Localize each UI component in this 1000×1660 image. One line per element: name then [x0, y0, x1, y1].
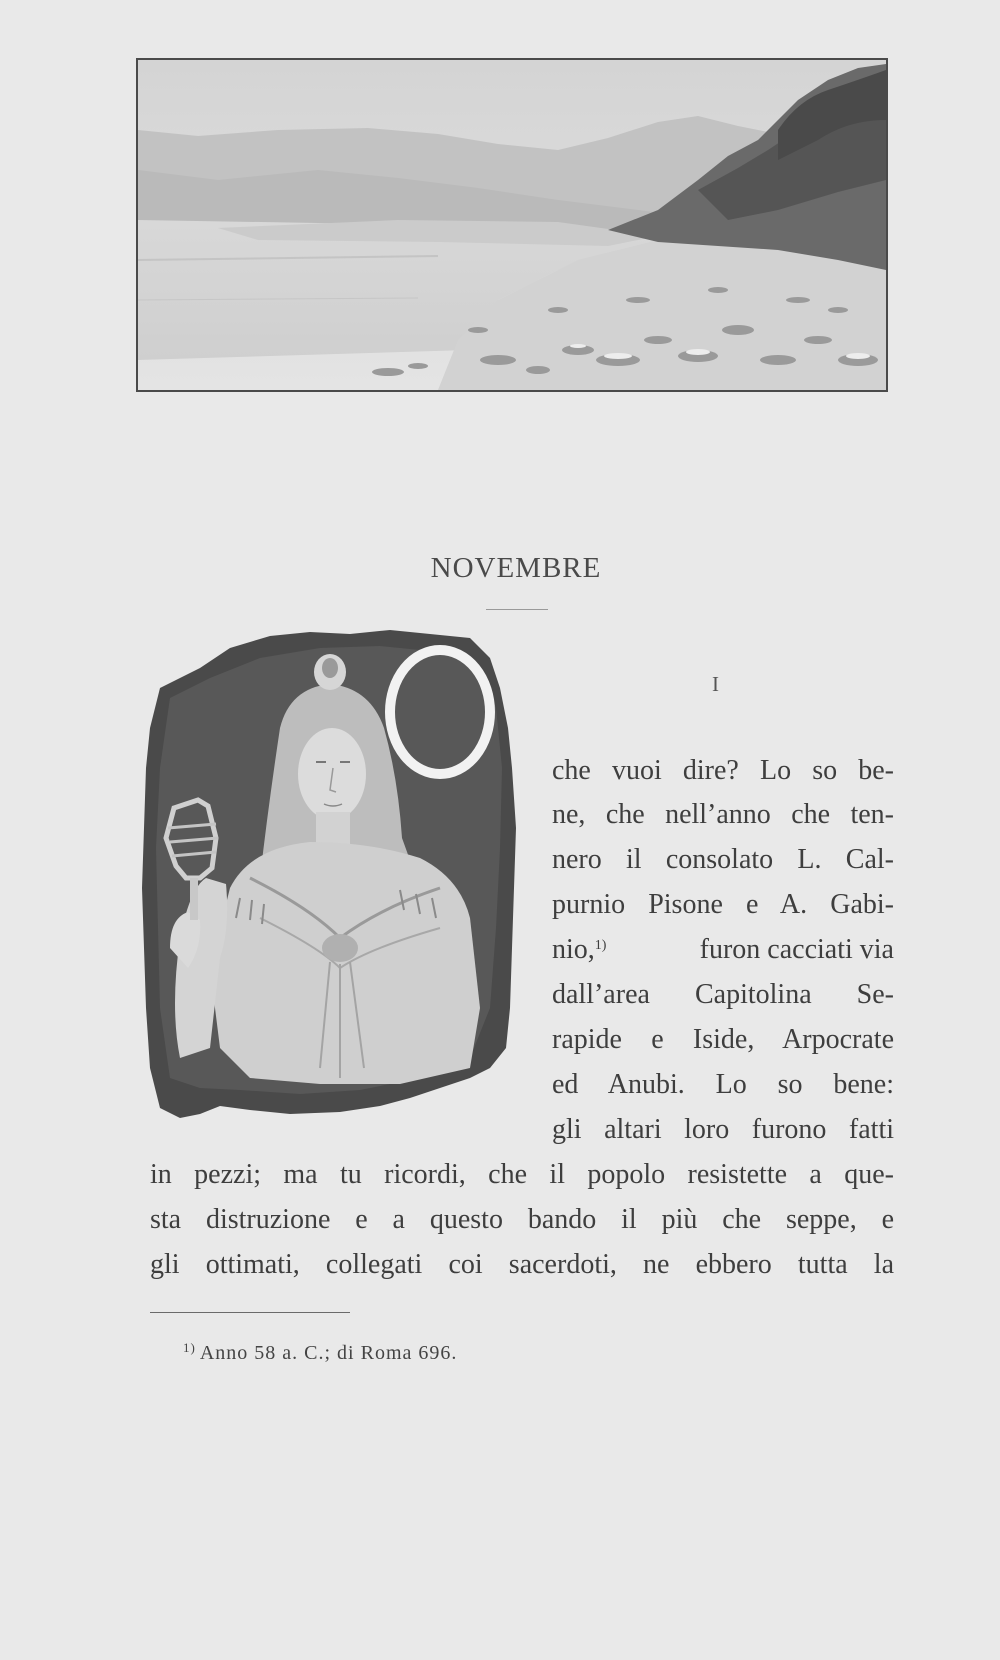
- footnote-reference[interactable]: 1): [594, 938, 607, 953]
- footnote-text: Anno 58 a. C.; di Roma 696.: [199, 1342, 458, 1364]
- section-number: I: [712, 672, 719, 696]
- text-fragment: furon cacciati via: [699, 934, 894, 965]
- isis-illustration: [140, 628, 520, 1136]
- text-line: ne, che nell’anno che ten-: [552, 799, 894, 830]
- text-line: gli ottimati, collegati coi sacerdoti, ne ebbero tutta la: [150, 1249, 894, 1280]
- footnote-number: 1): [183, 1340, 196, 1355]
- text-line-with-footnote: [552, 935, 894, 965]
- landscape-illustration: [136, 58, 888, 392]
- text-line: sta distruzione e a questo bando il più che seppe, e: [150, 1204, 894, 1235]
- footnote: [183, 1342, 457, 1365]
- text-fragment: nio,: [552, 934, 595, 965]
- text-line-lead: [552, 935, 606, 965]
- chapter-title: NOVEMBRE: [430, 552, 602, 584]
- footnote-divider: [150, 1312, 350, 1313]
- text-line: ed Anubi. Lo so bene:: [552, 1069, 894, 1100]
- text-line: in pezzi; ma tu ricordi, che il popolo resistette a que-: [150, 1159, 894, 1190]
- title-divider: [486, 609, 548, 610]
- text-line: purnio Pisone e A. Gabi-: [552, 889, 894, 920]
- text-line: che vuoi dire? Lo so be-: [552, 755, 894, 786]
- text-line: nero il consolato L. Cal-: [552, 844, 894, 875]
- text-line: gli altari loro furono fatti: [552, 1114, 894, 1145]
- text-line: rapide e Iside, Arpocrate: [552, 1024, 894, 1055]
- text-line: dall’area Capitolina Se-: [552, 979, 894, 1010]
